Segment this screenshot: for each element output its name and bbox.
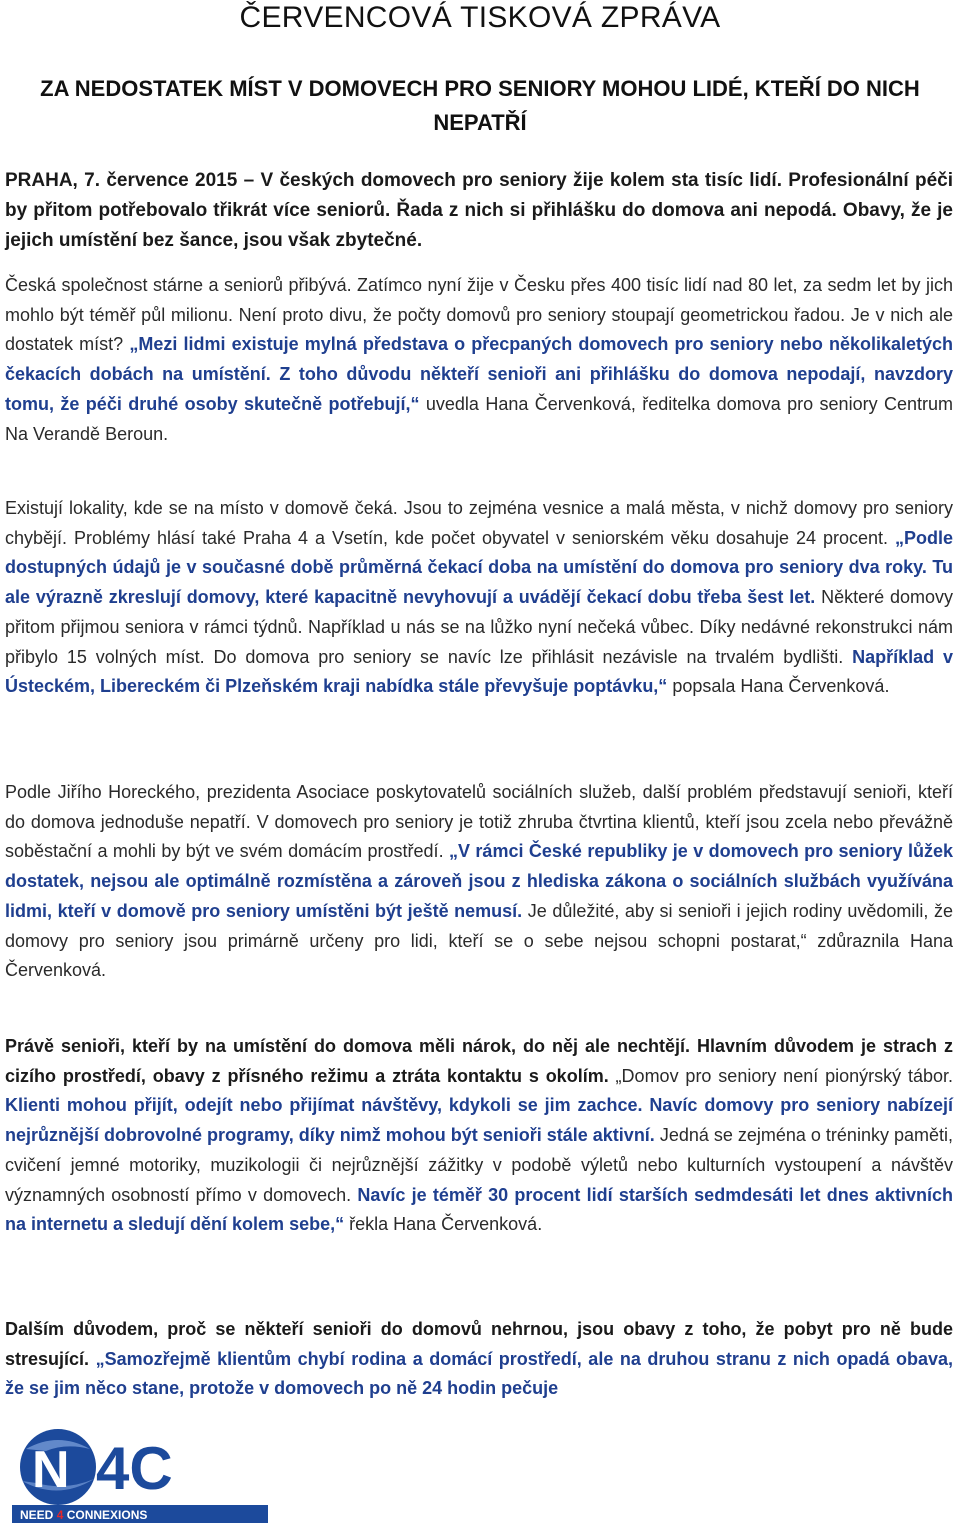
logo-letter-n: N (32, 1441, 70, 1499)
paragraph-4-quote-start: „Domov pro seniory není pionýrský tábor. (608, 1065, 953, 1086)
paragraph-3-attribution: Je důležité, aby si senioři i jejich rodiny uvědomili, že domovy pro seniory jsou primárně určeny pro lidi, kteří se o sebe nejsou schopni postarat,“ zdůraznila Hana Červenková. (5, 900, 953, 981)
paragraph-4-quote: Klienti mohou přijít, odejít nebo přijímat návštěvy, kdykoli se jim zachce. Navíc domovy pro seniory nabízejí nejrůznější dobrovolné programy, díky nimž mohou být senioři stále aktivní. (5, 1095, 953, 1146)
paragraph-2-text: Existují lokality, kde se na místo v domově čeká. Jsou to zejména vesnice a malá města, v nichž domovy pro seniory chybějí. Problémy hlásí také Praha 4 a Vsetín, kde počet obyvatel v seniorském věku dosahuje 24 procent. (5, 498, 953, 548)
logo-4c-text: 4C (96, 1435, 173, 1502)
paragraph-4-text: Právě senioři, kteří by na umístění do domova měli nárok, do něj ale nechtějí. Hlavním důvodem je strach z cizího prostředí, obavy z přísného režimu a ztráta kontaktu s okolím. (5, 1036, 953, 1086)
paragraph-1-quote: „Mezi lidmi existuje mylná představa o přecpaných domovech pro seniory nebo několikaletých čekacích dobách na umístění. Z toho důvodu někteří senioři ani přihlášku do domova nepodají, navzdory tomu, že péči druhé osoby skutečně potřebují,“ (5, 334, 954, 414)
n4c-logo-graphic (6, 1421, 274, 1525)
paragraph-2-quote-end: Například v Ústeckém, Libereckém či Plzeňském kraji nabídka stále převyšuje poptávku,“ (5, 646, 953, 697)
page-title: ČERVENCOVÁ TISKOVÁ ZPRÁVA (239, 1, 721, 34)
paragraph-5-quote: „Samozřejmě klientům chybí rodina a domácí prostředí, ale na druhou stranu z nich opadá obava, že se jim něco stane, protože v domovech po ně 24 hodin pečuje (5, 1348, 953, 1399)
paragraph-3 (5, 778, 953, 986)
paragraph-1-attribution: uvedla Hana Červenková, ředitelka domova pro seniory Centrum Na Verandě Beroun. (5, 393, 953, 444)
paragraph-2-text-cont: Některé domovy přitom přijmou seniora v rámci týdnů. Například u nás se na lůžko nyní nečeká vůbec. Díky nedávné rekonstrukci nám přibylo 15 volných míst. Do domova pro seniory se navíc lze přihlásit nezávisle na trvalém bydlišti. (5, 587, 953, 667)
page-subtitle: ZA NEDOSTATEK MÍST V DOMOVECH PRO SENIORY MOHOU LIDÉ, KTEŘÍ DO NICH NEPATŘÍ (40, 76, 920, 135)
paragraph-4 (5, 1032, 953, 1240)
paragraph-4-text-cont: Jedná se zejména o tréninky paměti, cvičení jemné motoriky, muzikologii či nejrůznější zážitky v podobě výletů nebo kulturních vystoupení a návštěv významných osobností přímo v domovech. (5, 1125, 953, 1205)
paragraph-4-attribution: řekla Hana Červenková. (344, 1214, 543, 1235)
lead-paragraph: PRAHA, 7. července 2015 – V českých domovech pro seniory žije kolem sta tisíc lidí. Profesionální péči by přitom potřebovalo třikrát více seniorů. Řada z nich si přihlášku do domova ani nepodá. Obavy, že je jejich umístění bez šance, jsou však zbytečné. (5, 170, 953, 251)
paragraph-2-quote: „Podle dostupných údajů je v současné době průměrná čekací doba na umístění do domova pro seniory dva roky. Tu ale výrazně zkreslují domovy, které kapacitně nevyhovují a uvádějí čekací dobu třeba šest let. (5, 527, 953, 608)
paragraph-2-attribution: popsala Hana Červenková. (667, 676, 890, 697)
paragraph-3-quote: „V rámci České republiky je v domovech pro seniory lůžek dostatek, nejsou ale optimálně rozmístěna a zároveň jsou z hlediska zákona o sociálních službách využívána lidmi, kteří v domově pro seniory umístěni být ještě nemusí. (5, 841, 953, 921)
paragraph-4-quote-end: Navíc je téměř 30 procent lidí starších sedmdesáti let dnes aktivních na internetu a sledují dění kolem sebe,“ (5, 1184, 953, 1235)
paragraph-2 (5, 494, 953, 702)
logo-tagline: NEED 4 CONNEXIONS (20, 1508, 148, 1522)
paragraph-5-text: Dalším důvodem, proč se někteří senioři do domovů nehrnou, jsou obavy z toho, že pobyt pro ně bude stresující. (5, 1319, 953, 1369)
paragraph-1 (5, 271, 953, 449)
n4c-logo (6, 1421, 274, 1525)
paragraph-1-text: Česká společnost stárne a seniorů přibývá. Zatímco nyní žije v Česku přes 400 tisíc lidí nad 80 let, za sedm let by jich mohlo být téměř půl milionu. Není proto divu, že počty domovů pro seniory stoupají geometrickou řadou. Je v nich ale dostatek míst? (5, 275, 953, 355)
paragraph-5 (5, 1315, 953, 1404)
paragraph-3-text: Podle Jiřího Horeckého, prezidenta Asociace poskytovatelů sociálních služeb, další problém představují senioři, kteří do domova jednoduše nepatří. V domovech pro seniory je totiž zhruba čtvrtina klientů, kteří jsou zcela nebo převážně soběstační a mohli by být ve svém domácím prostředí. (5, 782, 953, 862)
